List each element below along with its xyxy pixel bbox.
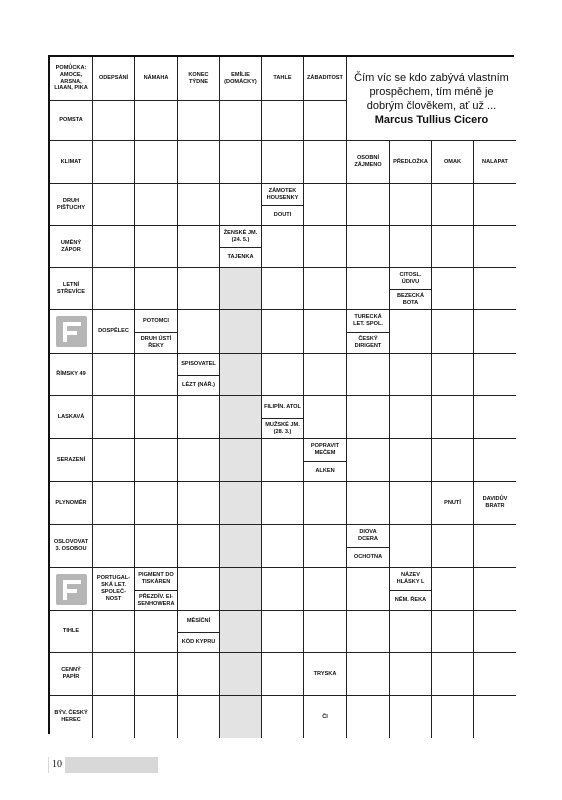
- answer-cell[interactable]: [474, 310, 516, 354]
- clue-cell: [93, 57, 135, 101]
- clue-text-line: CENNÝ: [61, 667, 81, 674]
- answer-cell[interactable]: [135, 696, 178, 738]
- clue-text-line: SENHOWERA: [137, 600, 175, 607]
- answer-cell[interactable]: [93, 611, 135, 653]
- clue-cell: [50, 226, 93, 268]
- answer-cell[interactable]: [474, 525, 516, 568]
- answer-cell[interactable]: [474, 568, 516, 611]
- clue-text-line: KÓD KYPRU: [181, 639, 216, 645]
- answer-cell[interactable]: [432, 310, 474, 354]
- answer-cell[interactable]: [432, 568, 474, 611]
- clue-text-line: LÉZT (NÁŘ.): [182, 382, 215, 388]
- answer-cell[interactable]: [178, 568, 220, 611]
- clue-cell: [50, 268, 93, 310]
- answer-cell[interactable]: [178, 184, 220, 226]
- clue-cell: [178, 376, 220, 396]
- clue-text-line: AMOCE,: [59, 71, 83, 78]
- answer-cell[interactable]: [432, 525, 474, 568]
- clue-cell: [50, 696, 93, 738]
- clue-cell: [304, 439, 347, 462]
- answer-cell[interactable]: [347, 696, 390, 738]
- clue-text-line: POMŮCKA:: [55, 64, 87, 71]
- answer-cell[interactable]: [262, 525, 304, 568]
- answer-cell[interactable]: [93, 226, 135, 268]
- answer-cell[interactable]: [178, 268, 220, 310]
- clue-text-line: KLIMAT: [60, 158, 82, 165]
- clue-text-line: TAJENKA: [227, 254, 254, 260]
- clue-cell: [50, 354, 93, 396]
- answer-cell[interactable]: [474, 696, 516, 738]
- answer-cell[interactable]: [390, 396, 432, 439]
- clue-cell: [135, 333, 178, 354]
- answer-cell[interactable]: [347, 396, 390, 439]
- clue-text-line: FILIPÍN. ATOL: [264, 403, 301, 410]
- clue-text-line: POMSTA: [59, 117, 83, 123]
- answer-cell[interactable]: [93, 184, 135, 226]
- answer-cell[interactable]: [135, 653, 178, 696]
- clue-cell: [178, 633, 220, 653]
- answer-cell[interactable]: [474, 354, 516, 396]
- clue-text-line: MUŽSKÉ JM.: [265, 421, 300, 428]
- answer-cell[interactable]: [262, 568, 304, 611]
- answer-cell[interactable]: [135, 141, 178, 184]
- corner-arrow-icon: [56, 316, 87, 347]
- answer-cell[interactable]: [390, 184, 432, 226]
- clue-text-line: (28. 3.): [273, 428, 292, 435]
- answer-cell[interactable]: [432, 396, 474, 439]
- clue-text-line: OSLOVOVAT: [53, 539, 89, 546]
- clue-text-line: ÚDIVU: [401, 278, 420, 285]
- answer-cell[interactable]: [432, 226, 474, 268]
- answer-cell[interactable]: [347, 439, 390, 482]
- quote-text: Čím víc se kdo zabývá vlastním prospěchem, tím méně je dobrým člověkem, ať už ...: [354, 71, 509, 113]
- secret-answer-cell[interactable]: [220, 525, 262, 568]
- answer-cell[interactable]: [474, 268, 516, 310]
- clue-cell: [304, 462, 347, 482]
- answer-cell[interactable]: [262, 268, 304, 310]
- quote-block: [347, 57, 516, 141]
- clue-cell: [474, 141, 516, 184]
- answer-cell[interactable]: [178, 226, 220, 268]
- clue-cell: [135, 57, 178, 101]
- answer-cell[interactable]: [390, 611, 432, 653]
- answer-cell[interactable]: [178, 653, 220, 696]
- answer-cell[interactable]: [304, 184, 347, 226]
- answer-cell[interactable]: [178, 525, 220, 568]
- clue-cell: [432, 482, 474, 525]
- clue-cell: [390, 591, 432, 611]
- clue-text-line: TÝDNE: [189, 78, 208, 85]
- clue-text-line: MEČEM: [314, 450, 336, 456]
- answer-cell[interactable]: [390, 525, 432, 568]
- answer-cell[interactable]: [304, 101, 347, 141]
- clue-text-line: ŘEKY: [148, 343, 164, 349]
- crossword-grid: [48, 55, 514, 734]
- answer-cell[interactable]: [135, 611, 178, 653]
- clue-cell: [178, 611, 220, 633]
- answer-cell[interactable]: [474, 611, 516, 653]
- clue-text-line: ČI: [322, 713, 328, 720]
- clue-text-line: PIGMENT DO: [138, 572, 174, 579]
- clue-cell: [262, 396, 304, 419]
- secret-answer-cell[interactable]: [220, 611, 262, 653]
- secret-answer-cell[interactable]: [220, 696, 262, 738]
- clue-cell: [93, 310, 135, 354]
- answer-cell[interactable]: [178, 101, 220, 141]
- answer-cell[interactable]: [347, 226, 390, 268]
- clue-cell: [93, 568, 135, 611]
- clue-text-line: SPISOVATEL: [181, 361, 216, 367]
- answer-cell[interactable]: [474, 653, 516, 696]
- answer-cell[interactable]: [347, 653, 390, 696]
- clue-text-line: OMAK: [443, 158, 462, 165]
- clue-cell: [474, 482, 516, 525]
- answer-cell[interactable]: [220, 184, 262, 226]
- answer-cell[interactable]: [262, 310, 304, 354]
- clue-cell: [135, 310, 178, 333]
- answer-cell[interactable]: [135, 439, 178, 482]
- answer-cell[interactable]: [93, 482, 135, 525]
- clue-text-line: KONEC: [188, 71, 209, 78]
- answer-cell[interactable]: [347, 268, 390, 310]
- clue-cell: [135, 591, 178, 611]
- clue-cell: [178, 57, 220, 101]
- answer-cell[interactable]: [390, 482, 432, 525]
- clue-cell: [390, 141, 432, 184]
- answer-cell[interactable]: [390, 310, 432, 354]
- clue-cell: [262, 419, 304, 439]
- clue-text-line: (24. 5.): [231, 236, 250, 243]
- secret-answer-cell[interactable]: [220, 482, 262, 525]
- clue-text-line: NÁZEV: [401, 572, 420, 579]
- answer-cell[interactable]: [432, 696, 474, 738]
- clue-text-line: POPRAVIT: [310, 443, 340, 450]
- direction-arrow-cell: [50, 310, 93, 354]
- clue-text-line: TURECKÁ: [354, 314, 382, 321]
- clue-text-line: OSOBNÍ: [356, 155, 380, 162]
- answer-cell[interactable]: [390, 653, 432, 696]
- direction-arrow-cell: [50, 568, 93, 611]
- clue-cell: [50, 482, 93, 525]
- secret-answer-cell[interactable]: [220, 268, 262, 310]
- answer-cell[interactable]: [474, 226, 516, 268]
- clue-text-line: DCERA: [358, 536, 378, 542]
- clue-text-line: DIRIGENT: [354, 343, 382, 349]
- answer-cell[interactable]: [304, 141, 347, 184]
- page-footer-bar: [48, 757, 158, 773]
- clue-text-line: PŘEZDÍV. EI-: [139, 593, 173, 600]
- clue-cell: [347, 548, 390, 568]
- clue-cell: [220, 248, 262, 268]
- answer-cell[interactable]: [135, 226, 178, 268]
- clue-text-line: NOST: [105, 595, 122, 602]
- secret-answer-cell[interactable]: [220, 653, 262, 696]
- clue-text-line: ARSNA,: [60, 78, 82, 85]
- clue-text-line: CITOSL.: [399, 271, 422, 278]
- answer-cell[interactable]: [304, 354, 347, 396]
- clue-text-line: PAPÍR: [62, 674, 80, 680]
- answer-cell[interactable]: [347, 184, 390, 226]
- answer-cell[interactable]: [262, 226, 304, 268]
- clue-text-line: DAVIDŮV: [482, 496, 508, 503]
- clue-text-line: SERAZENÍ: [56, 456, 86, 463]
- answer-cell[interactable]: [304, 611, 347, 653]
- answer-cell[interactable]: [135, 482, 178, 525]
- answer-cell[interactable]: [432, 611, 474, 653]
- clue-text-line: BOTA: [402, 299, 419, 306]
- clue-text-line: PNUTÍ: [444, 499, 461, 506]
- clue-text-line: LET. SPOL.: [353, 321, 383, 327]
- clue-text-line: HOUSENKY: [266, 194, 299, 201]
- answer-cell[interactable]: [304, 226, 347, 268]
- clue-text-line: BEZECKÁ: [396, 292, 425, 299]
- answer-cell[interactable]: [178, 696, 220, 738]
- answer-cell[interactable]: [135, 354, 178, 396]
- clue-text-line: ČESKÝ: [358, 336, 378, 343]
- clue-text-line: ODEPSÁNÍ: [98, 75, 129, 81]
- clue-cell: [220, 226, 262, 248]
- secret-answer-cell[interactable]: [220, 354, 262, 396]
- clue-text-line: ZÁJMENO: [354, 162, 382, 168]
- answer-cell[interactable]: [135, 268, 178, 310]
- answer-cell[interactable]: [262, 354, 304, 396]
- clue-text-line: NĚM. ŘEKA: [394, 597, 427, 603]
- clue-cell: [347, 310, 390, 333]
- answer-cell[interactable]: [262, 653, 304, 696]
- answer-cell[interactable]: [474, 439, 516, 482]
- answer-cell[interactable]: [93, 396, 135, 439]
- clue-cell: [390, 290, 432, 310]
- clue-text-line: BÝV. ČESKÝ: [54, 710, 88, 717]
- answer-cell[interactable]: [347, 568, 390, 611]
- clue-text-line: EMÍLIE: [231, 71, 250, 78]
- answer-cell[interactable]: [135, 396, 178, 439]
- clue-cell: [347, 333, 390, 354]
- clue-cell: [50, 439, 93, 482]
- clue-cell: [50, 611, 93, 653]
- clue-text-line: ZÁPOR: [61, 246, 81, 253]
- answer-cell[interactable]: [93, 525, 135, 568]
- answer-cell[interactable]: [220, 101, 262, 141]
- answer-cell[interactable]: [178, 396, 220, 439]
- answer-cell[interactable]: [93, 101, 135, 141]
- clue-text-line: TISKÁREN: [141, 579, 171, 585]
- clue-text-line: NALAPAT: [482, 158, 508, 165]
- answer-cell[interactable]: [432, 354, 474, 396]
- clue-text-line: TAHLE: [273, 75, 292, 81]
- clue-text-line: DOSPĚLEC: [98, 328, 129, 334]
- clue-text-line: ZÁBADITOST: [307, 75, 343, 81]
- answer-cell[interactable]: [390, 696, 432, 738]
- answer-cell[interactable]: [178, 482, 220, 525]
- answer-cell[interactable]: [262, 141, 304, 184]
- answer-cell[interactable]: [262, 439, 304, 482]
- answer-cell[interactable]: [262, 696, 304, 738]
- answer-cell[interactable]: [178, 141, 220, 184]
- page-number: 10: [49, 757, 65, 773]
- clue-text-line: LIAAN, PIKA: [54, 85, 88, 92]
- clue-text-line: MĚSÍČNÍ: [186, 618, 211, 624]
- clue-text-line: SKÁ LET.: [101, 582, 126, 589]
- clue-text-line: NÁMAHA: [143, 75, 169, 81]
- answer-cell[interactable]: [432, 268, 474, 310]
- clue-cell: [304, 696, 347, 738]
- clue-cell: [50, 653, 93, 696]
- answer-cell[interactable]: [390, 354, 432, 396]
- answer-cell[interactable]: [262, 482, 304, 525]
- clue-cell: [50, 57, 93, 101]
- answer-cell[interactable]: [474, 184, 516, 226]
- clue-cell: [347, 525, 390, 548]
- clue-cell: [390, 568, 432, 591]
- clue-text-line: ŽENSKÉ JM.: [223, 229, 258, 236]
- clue-text-line: 3. OSOBOU: [55, 546, 87, 552]
- answer-cell[interactable]: [304, 310, 347, 354]
- clue-cell: [262, 57, 304, 101]
- answer-cell[interactable]: [135, 101, 178, 141]
- clue-text-line: PIŠŤUCHY: [56, 204, 86, 211]
- answer-cell[interactable]: [93, 439, 135, 482]
- answer-cell[interactable]: [390, 439, 432, 482]
- answer-cell[interactable]: [304, 268, 347, 310]
- answer-cell[interactable]: [347, 482, 390, 525]
- clue-text-line: UMĚNÝ: [60, 239, 82, 246]
- clue-text-line: OCHOTNA: [353, 554, 383, 560]
- clue-cell: [178, 354, 220, 376]
- clue-cell: [347, 141, 390, 184]
- clue-text-line: ŘÍMSKY 49: [56, 371, 86, 377]
- secret-answer-cell[interactable]: [220, 310, 262, 354]
- answer-cell[interactable]: [135, 184, 178, 226]
- clue-text-line: LETNÍ: [62, 281, 80, 288]
- clue-text-line: PORTUGAL-: [96, 575, 131, 582]
- clue-cell: [50, 525, 93, 568]
- answer-cell[interactable]: [474, 396, 516, 439]
- answer-cell[interactable]: [93, 141, 135, 184]
- answer-cell[interactable]: [93, 653, 135, 696]
- answer-cell[interactable]: [262, 611, 304, 653]
- answer-cell[interactable]: [347, 611, 390, 653]
- clue-text-line: DOUTI: [273, 212, 292, 218]
- answer-cell[interactable]: [432, 439, 474, 482]
- secret-answer-cell[interactable]: [220, 396, 262, 439]
- clue-text-line: HLÁSKY L: [396, 579, 425, 585]
- clue-cell: [220, 57, 262, 101]
- answer-cell[interactable]: [304, 482, 347, 525]
- clue-cell: [262, 206, 304, 226]
- answer-cell[interactable]: [304, 525, 347, 568]
- clue-text-line: (DOMÁCKY): [224, 78, 257, 85]
- corner-arrow-icon: [56, 574, 87, 605]
- clue-cell: [390, 268, 432, 290]
- secret-answer-cell[interactable]: [220, 568, 262, 611]
- answer-cell[interactable]: [135, 525, 178, 568]
- clue-text-line: HEREC: [61, 717, 81, 723]
- answer-cell[interactable]: [432, 184, 474, 226]
- answer-cell[interactable]: [432, 653, 474, 696]
- answer-cell[interactable]: [390, 226, 432, 268]
- clue-text-line: PLYNOMĚR: [55, 499, 87, 506]
- answer-cell[interactable]: [178, 439, 220, 482]
- clue-text-line: DRUH: [62, 197, 80, 204]
- clue-cell: [262, 184, 304, 206]
- clue-cell: [50, 101, 93, 141]
- clue-text-line: PŘEDLOŽKA: [393, 158, 428, 165]
- clue-text-line: POTOMCI: [142, 317, 169, 324]
- answer-cell[interactable]: [347, 354, 390, 396]
- clue-text-line: LASKAVÁ: [57, 413, 85, 420]
- clue-text-line: TIHLE: [62, 628, 80, 634]
- clue-cell: [304, 57, 347, 101]
- answer-cell[interactable]: [93, 354, 135, 396]
- clue-text-line: STŘEVÍCE: [57, 288, 85, 295]
- clue-text-line: ZÁMOTEK: [268, 187, 297, 194]
- clue-text-line: TRYSKA: [313, 670, 337, 677]
- answer-cell[interactable]: [262, 101, 304, 141]
- secret-answer-cell[interactable]: [220, 439, 262, 482]
- clue-cell: [135, 568, 178, 591]
- clue-text-line: DRUH ÚSTÍ: [140, 336, 172, 343]
- quote-author: Marcus Tullius Cicero: [374, 114, 489, 127]
- answer-cell[interactable]: [93, 696, 135, 738]
- clue-cell: [432, 141, 474, 184]
- answer-cell[interactable]: [93, 268, 135, 310]
- clue-text-line: SPOLEČ-: [101, 589, 126, 595]
- clue-text-line: ALKEN: [315, 468, 335, 474]
- clue-text-line: BRATR: [485, 503, 505, 509]
- clue-cell: [50, 141, 93, 184]
- answer-cell[interactable]: [178, 310, 220, 354]
- clue-cell: [50, 396, 93, 439]
- answer-cell[interactable]: [304, 396, 347, 439]
- clue-cell: [50, 184, 93, 226]
- answer-cell[interactable]: [304, 568, 347, 611]
- clue-text-line: DIOVA: [359, 529, 377, 536]
- answer-cell[interactable]: [220, 141, 262, 184]
- clue-cell: [304, 653, 347, 696]
